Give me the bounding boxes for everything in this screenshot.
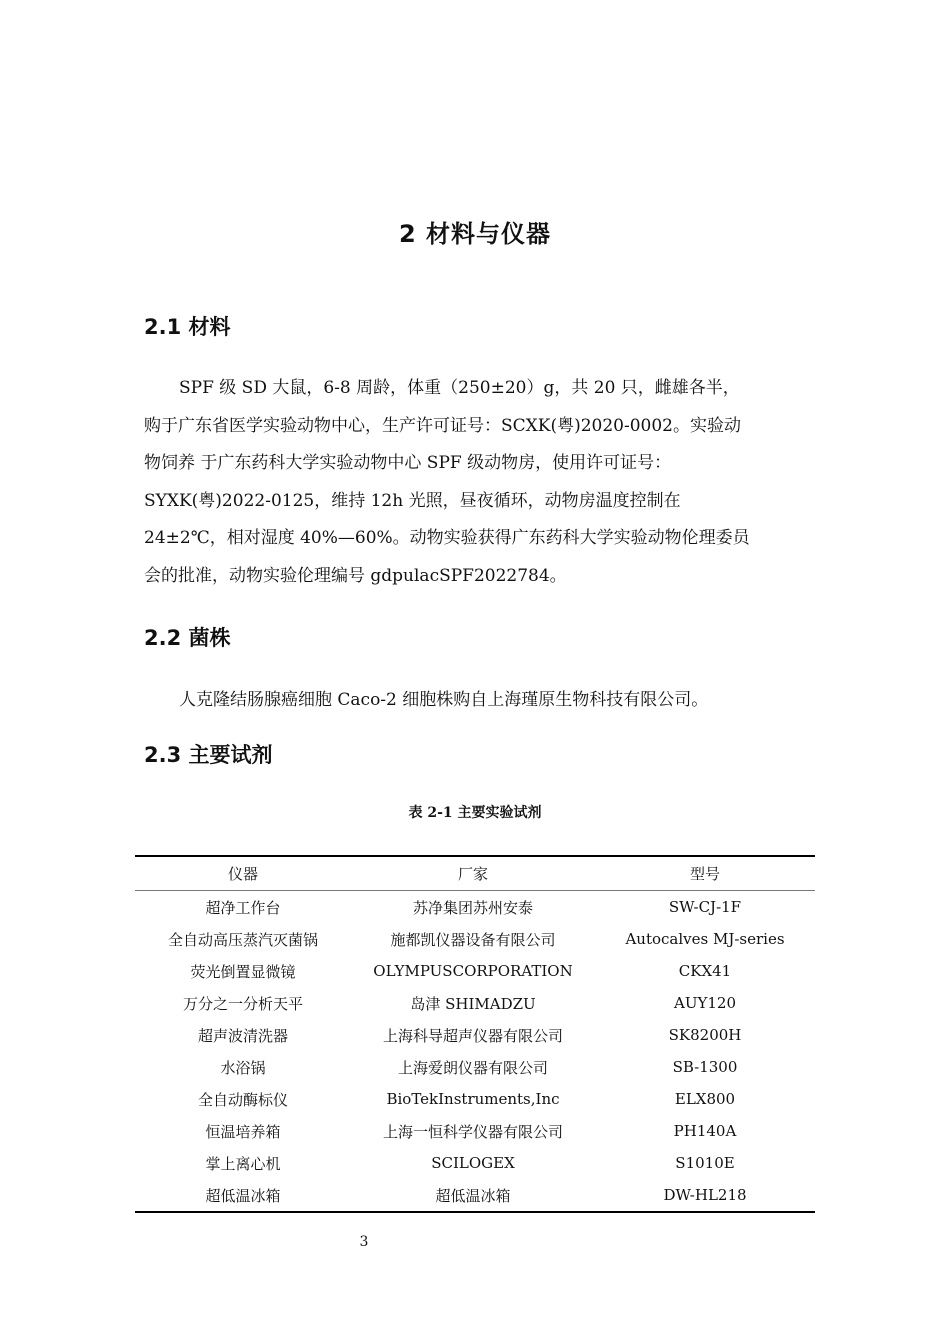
reagent-table-wrapper <box>135 855 815 1213</box>
paragraph-line: SYXK(粤)2022-0125，维持 12h 光照，昼夜循环，动物房温度控制在 <box>144 490 681 511</box>
table-cell-model: SK8200H <box>668 1026 742 1044</box>
table-row <box>135 955 815 987</box>
table-cell-instrument: 全自动酶标仪 <box>197 1090 288 1109</box>
table-cell-instrument: 超声波清洗器 <box>197 1026 288 1045</box>
table-row <box>135 1051 815 1083</box>
column-header-manufacturer: 厂家 <box>457 865 488 883</box>
table-cell-manufacturer: 上海爱朗仪器有限公司 <box>397 1058 548 1077</box>
table-cell-manufacturer: SCILOGEX <box>431 1154 515 1172</box>
table-cell-manufacturer: 上海一恒科学仪器有限公司 <box>382 1122 563 1141</box>
paragraph-line: 24±2℃，相对湿度 40%—60%。动物实验获得广东药科大学实验动物伦理委员 <box>144 528 750 548</box>
table-cell-instrument: 全自动高压蒸汽灭菌锅 <box>167 930 318 949</box>
table-row <box>135 1019 815 1051</box>
table-cell-manufacturer: 上海科导超声仪器有限公司 <box>382 1026 563 1045</box>
table-cell-manufacturer: 岛津 SHIMADZU <box>410 994 536 1013</box>
table-cell-model: AUY120 <box>673 994 736 1012</box>
table-cell-model: SW-CJ-1F <box>668 898 742 916</box>
table-cell-model: PH140A <box>673 1122 737 1140</box>
table-cell-manufacturer: 施都凯仪器设备有限公司 <box>390 930 556 949</box>
materials-paragraph <box>144 370 806 595</box>
paragraph-line: 人克隆结肠腺癌细胞 Caco-2 细胞株购自上海瑾原生物科技有限公司。 <box>179 690 709 710</box>
table-row <box>135 1179 815 1212</box>
table-cell-manufacturer: 超低温冰箱 <box>435 1186 511 1205</box>
table-header-row <box>135 856 815 891</box>
page-number: 3 <box>359 1234 369 1250</box>
table-cell-instrument: 掌上离心机 <box>205 1154 281 1173</box>
reagent-table <box>135 855 815 1213</box>
paragraph-line: 会的批准，动物实验伦理编号 gdpulacSPF2022784。 <box>144 565 567 586</box>
table-row <box>135 1147 815 1179</box>
section-heading-materials: 2.1 材料 <box>144 315 231 339</box>
paragraph-line: SPF 级 SD 大鼠，6-8 周龄，体重（250±20）g，共 20 只，雌雄各半， <box>179 378 740 398</box>
paragraph-line: 物饲养 于广东药科大学实验动物中心 SPF 级动物房，使用许可证号： <box>144 453 672 473</box>
table-cell-instrument: 万分之一分析天平 <box>182 994 303 1013</box>
table-cell-model: Autocalves MJ-series <box>625 930 785 948</box>
table-cell-model: CKX41 <box>678 962 732 980</box>
table-cell-model: ELX800 <box>674 1090 736 1108</box>
table-cell-model: DW-HL218 <box>663 1186 747 1204</box>
table-row <box>135 891 815 924</box>
table-row <box>135 987 815 1019</box>
table-caption: 表 2-1 主要实验试剂 <box>408 805 542 821</box>
table-cell-manufacturer: OLYMPUSCORPORATION <box>373 962 573 980</box>
chapter-title: 2 材料与仪器 <box>398 220 552 248</box>
table-row <box>135 1115 815 1147</box>
column-header-instrument: 仪器 <box>227 865 258 883</box>
table-cell-manufacturer: 苏净集团苏州安泰 <box>412 898 533 917</box>
table-cell-instrument: 超净工作台 <box>205 898 281 917</box>
table-row <box>135 1083 815 1115</box>
table-cell-manufacturer: BioTekInstruments,Inc <box>386 1090 560 1108</box>
table-cell-instrument: 荧光倒置显微镜 <box>190 962 296 981</box>
table-row <box>135 923 815 955</box>
strain-paragraph <box>144 682 806 720</box>
table-cell-model: SB-1300 <box>672 1058 738 1076</box>
table-cell-instrument: 超低温冰箱 <box>205 1186 281 1205</box>
table-cell-model: S1010E <box>675 1154 735 1172</box>
table-cell-instrument: 恒温培养箱 <box>205 1122 281 1141</box>
section-heading-reagents: 2.3 主要试剂 <box>144 743 273 767</box>
section-heading-strain: 2.2 菌株 <box>144 626 231 650</box>
paragraph-line: 购于广东省医学实验动物中心，生产许可证号：SCXK(粤)2020-0002。实验动 <box>144 415 741 436</box>
column-header-model: 型号 <box>689 865 720 883</box>
table-cell-instrument: 水浴锅 <box>220 1058 266 1077</box>
